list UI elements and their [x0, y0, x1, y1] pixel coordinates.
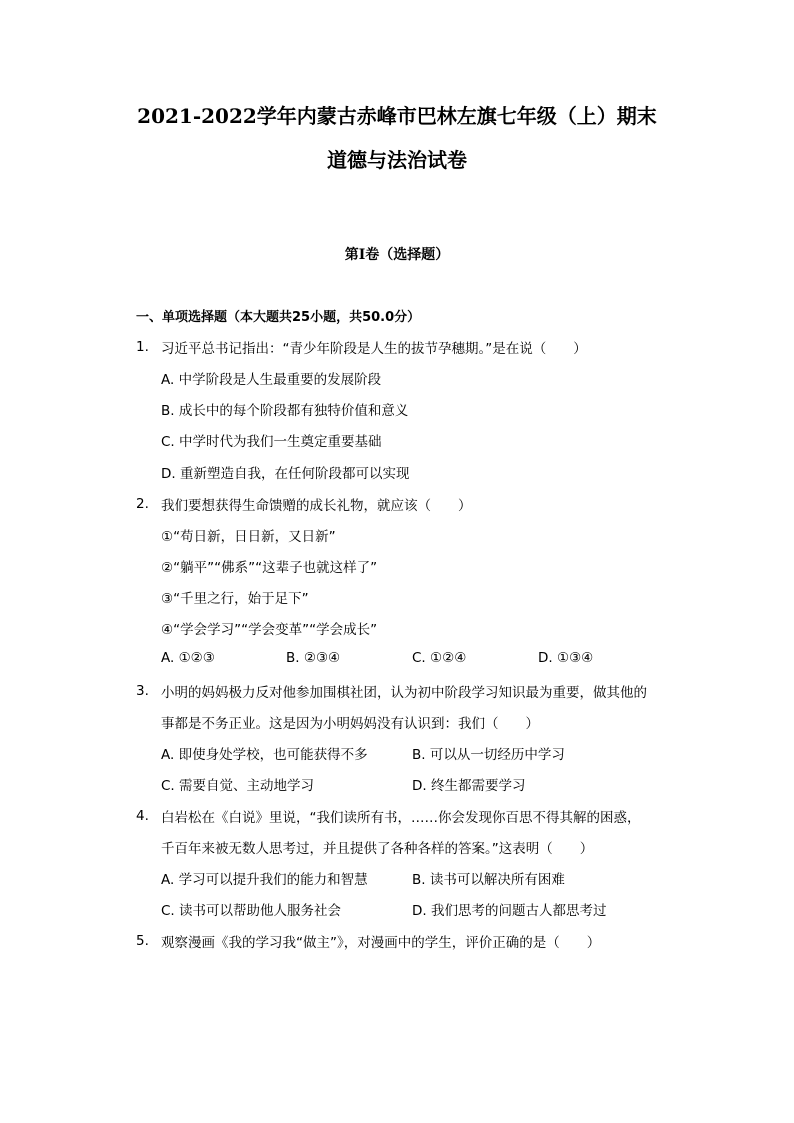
exam-title-line-1: 2021-2022学年内蒙古赤峰市巴林左旗七年级（上）期末 [137, 104, 657, 128]
question-stem: 习近平总书记指出：“青少年阶段是人生的拔节孕穗期。”是在说（ ） [161, 341, 587, 357]
answer-option: B. 读书可以解决所有困难 [412, 872, 565, 888]
question-number: 2. [136, 496, 149, 512]
answer-option: D. 我们思考的问题古人都思考过 [412, 903, 607, 919]
answer-option: C. ①②④ [412, 650, 467, 666]
answer-option: C. 需要自觉、主动地学习 [161, 778, 315, 794]
question-stem: 小明的妈妈极力反对他参加围棋社团，认为初中阶段学习知识最为重要，做其他的 [161, 685, 647, 701]
volume-heading: 第Ⅰ卷（选择题） [344, 247, 450, 263]
question-number: 1. [136, 339, 149, 355]
question-stem: 观察漫画《我的学习我“做主”》，对漫画中的学生，评价正确的是（ ） [161, 935, 601, 951]
answer-option: C. 读书可以帮助他人服务社会 [161, 903, 342, 919]
answer-option: A. 即使身处学校，也可能获得不多 [161, 747, 368, 763]
question-number: 5. [136, 933, 149, 949]
statement-item: ④“学会学习”“学会变革”“学会成长” [161, 622, 378, 638]
answer-option: D. 重新塑造自我，在任何阶段都可以实现 [161, 466, 410, 482]
answer-option: A. ①②③ [161, 650, 215, 666]
question-stem: 千百年来被无数人思考过，并且提供了各种各样的答案。”这表明（ ） [161, 841, 594, 857]
question-stem: 事都是不务正业。这是因为小明妈妈没有认识到：我们（ ） [161, 716, 539, 732]
answer-option: C. 中学时代为我们一生奠定重要基础 [161, 434, 382, 450]
question-number: 4. [136, 808, 149, 824]
question-number: 3. [136, 683, 149, 699]
question-stem: 白岩松在《白说》里说，“我们读所有书，……你会发现你百思不得其解的困惑， [161, 810, 641, 826]
answer-option: A. 中学阶段是人生最重要的发展阶段 [161, 372, 382, 388]
answer-option: B. 成长中的每个阶段都有独特价值和意义 [161, 403, 409, 419]
answer-option: B. ②③④ [286, 650, 341, 666]
answer-option: D. ①③④ [538, 650, 594, 666]
answer-option: B. 可以从一切经历中学习 [412, 747, 565, 763]
question-stem: 我们要想获得生命馈赠的成长礼物，就应该（ ） [161, 498, 472, 514]
section-heading: 一、单项选择题（本大题共25小题，共50.0分） [136, 310, 421, 325]
answer-option: A. 学习可以提升我们的能力和智慧 [161, 872, 368, 888]
statement-item: ③“千里之行，始于足下” [161, 591, 309, 607]
statement-item: ①“苟日新，日日新，又日新” [161, 529, 336, 545]
answer-option: D. 终生都需要学习 [412, 778, 526, 794]
exam-title-line-2: 道德与法治试卷 [327, 148, 467, 172]
statement-item: ②“躺平”“佛系”“这辈子也就这样了” [161, 560, 378, 576]
